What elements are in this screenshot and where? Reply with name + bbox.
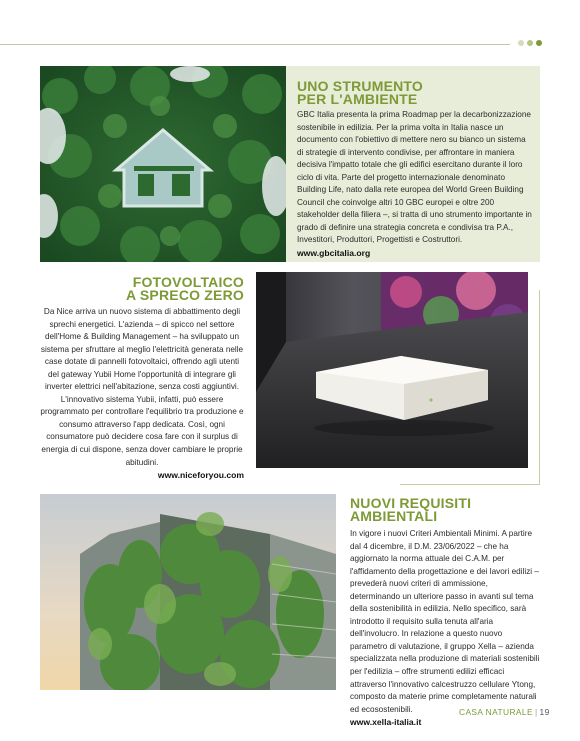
article-link[interactable]: www.niceforyou.com <box>157 470 244 481</box>
page-dots-decoration <box>518 40 542 46</box>
top-rule <box>0 44 510 45</box>
article-title: UNO STRUMENTO PER L'AMBIENTE <box>297 78 424 107</box>
article-gbc-panel <box>40 66 540 262</box>
article-body: Da Nice arriva un nuovo sistema di abbattimento degli sprechi energetici. L'azienda – di spicco nel settore dell'Home & Building Management – ha sviluppato un sistema per sfruttare al meglio l'elettricità generata nelle case dotate di pannelli fotovoltaici, offrendo agli utenti del gateway Yubii Home l'opportunità di integrare gli inverter elettrici nell'abitazione, senza costi aggiuntivi. L'innovativo sistema Yubii, infatti, può essere programmato per controllare l'equilibrio tra produzione e consumo attraverso l'app dedicata. Così, ogni consumatore può decidere cosa fare con il surplus di energia di cui dispone, senza dover cambiare le proprie abitudini. <box>40 307 244 467</box>
article-nice-text <box>40 276 244 480</box>
decorative-rule-horizontal <box>400 484 540 485</box>
dot-dark <box>536 40 542 46</box>
article-gbc-text <box>297 80 533 258</box>
green-building-photo <box>40 494 336 690</box>
dot-mid <box>527 40 533 46</box>
gateway-device-photo <box>256 272 528 468</box>
footer-separator: | <box>534 707 538 717</box>
article-title: NUOVI REQUISITI AMBIENTALI <box>350 495 472 524</box>
article-title: FOTOVOLTAICO A SPRECO ZERO <box>126 274 244 303</box>
forest-house-photo <box>40 66 286 262</box>
article-link[interactable]: www.gbcitalia.org <box>297 248 371 259</box>
magazine-name: CASA NATURALE <box>459 707 533 717</box>
page-footer <box>459 707 550 717</box>
article-link[interactable]: www.xella-italia.it <box>350 717 422 728</box>
dot-light <box>518 40 524 46</box>
article-body: GBC Italia presenta la prima Roadmap per la decarbonizzazione sostenibile in edilizia. Per la prima volta in Italia nasce un documento con l'obiettivo di mettere nero su bianco un sistema di strategie di intervento condivise, per affrontare in maniera decisiva l'impatto totale che gli edifici esercitano durante il loro ciclo di vita. Parte del progetto internazionale denominato Building Life, nato dalla rete europea del World Green Building Council che coinvolge altri 10 GBC europei e oltre 200 stakeholder della filiera –, si tratta di uno strumento importante in grado di definire una strategia concreta e condivisa tra P.A., Investitori, Produttori, Progettisti e Costruttori. <box>297 110 532 245</box>
article-xella-text <box>350 497 540 727</box>
decorative-rule-vertical <box>539 290 540 484</box>
article-body: In vigore i nuovi Criteri Ambientali Minimi. A partire dal 4 dicembre, il D.M. 23/06/2022 – che ha aggiornato la norma attuale dei C.A.M. per l'affidamento della progettazione e dei lavori edilizi – prevederà nuovi criteri di ammissione, determinando un ulteriore passo in avanti sul tema della sostenibilità in edilizia. Nello specifico, sarà introdotto il requisito sulla tenuta all'aria dell'involucro. In relazione a questo nuovo parametro di valutazione, il gruppo Xella – azienda specializzata nella produzione di materiali sostenibili per l'edilizia – offre strumenti edilizi efficaci attraverso l'innovativo calcestruzzo cellulare Ytong, composto da materie prime completamente naturali ed ecosostenibili. <box>350 529 540 714</box>
page-number: 19 <box>539 707 550 717</box>
